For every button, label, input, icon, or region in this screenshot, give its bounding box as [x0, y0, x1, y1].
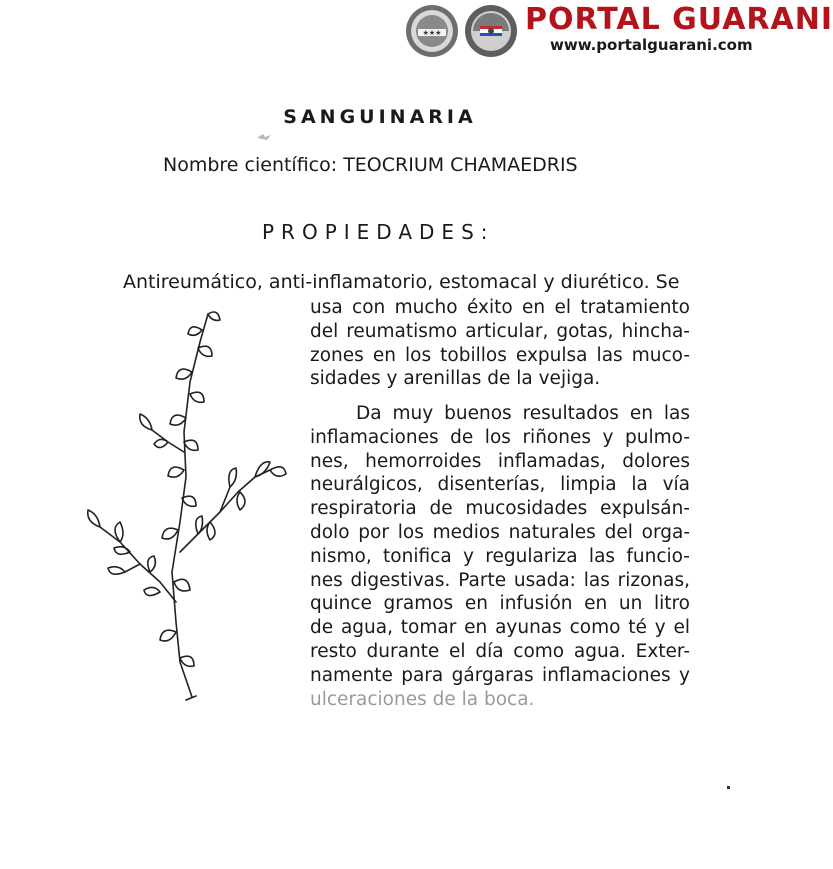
text-first-line: Antireumático, anti-inflamatorio, estomacal y diurético. Se	[123, 271, 680, 293]
site-header	[400, 0, 833, 62]
paragraph-1	[310, 296, 690, 391]
text-line: namente para gárgaras inflamaciones y	[310, 664, 690, 686]
text-line: resto durante el día como agua. Exter-	[310, 640, 690, 662]
site-url[interactable]: www.portalguarani.com	[550, 36, 753, 54]
text-line: neurálgicos, disenterías, limpia la vía	[310, 474, 690, 496]
text-line: usa con mucho éxito en el tratamiento	[310, 297, 690, 318]
page-title: SANGUINARIA	[283, 106, 477, 128]
text-line: del reumatismo articular, gotas, hincha-	[310, 320, 690, 342]
paraguay-seal-icon	[405, 4, 459, 58]
scientific-name: Nombre científico: TEOCRIUM CHAMAEDRIS	[163, 154, 578, 176]
text-line: ulceraciones de la boca.	[310, 688, 535, 710]
text-line: sidades y arenillas de la vejiga.	[310, 368, 601, 390]
brand-logo-text[interactable]: PORTAL GUARANI	[525, 2, 833, 37]
text-line: nismo, tonifica y regulariza las funcio-	[310, 545, 690, 567]
text-line: zones en los tobillos expulsa las muco-	[310, 344, 690, 366]
paragraph-2	[310, 402, 690, 711]
text-line: respiratoria de mucosidades expulsán-	[310, 498, 690, 520]
section-heading: PROPIEDADES:	[262, 220, 495, 244]
text-line: de agua, tomar en ayunas como té y el	[310, 617, 690, 639]
hacienda-seal-icon	[464, 4, 518, 58]
svg-text:★★★: ★★★	[422, 29, 442, 37]
text-line: inflamaciones de los riñones y pulmo-	[310, 426, 690, 448]
plant-sprig-illustration	[80, 302, 300, 712]
scan-dot	[727, 786, 730, 789]
text-line: dolo por los medios naturales del orga-	[310, 521, 690, 543]
text-line: nes, hemorroides inflamadas, dolores	[310, 450, 690, 472]
text-line: Da muy buenos resultados en las	[356, 403, 690, 424]
text-line: quince gramos en infusión en un litro	[310, 593, 690, 615]
scan-mark-icon	[255, 130, 275, 144]
text-line: nes digestivas. Parte usada: las rizonas,	[310, 569, 690, 591]
